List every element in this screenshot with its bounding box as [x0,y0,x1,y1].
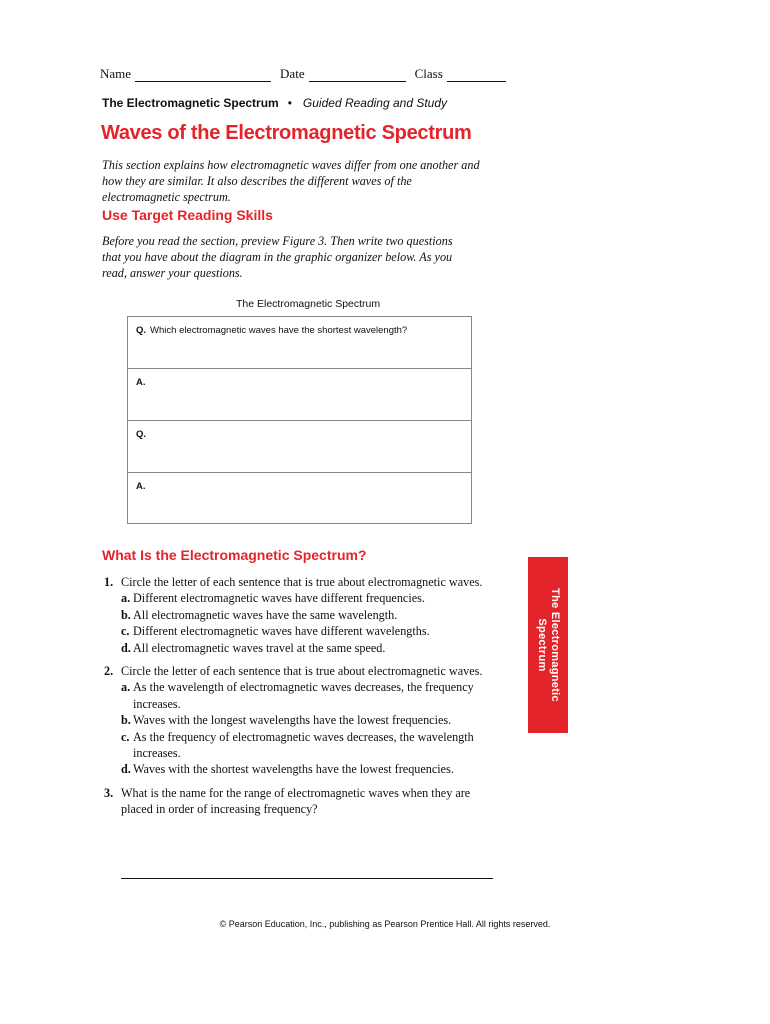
question-list [104,574,494,825]
answer-option[interactable] [121,590,494,606]
graphic-organizer [127,316,472,524]
answer-option[interactable] [121,679,494,712]
name-field[interactable] [135,69,271,82]
chapter-side-tab [528,557,568,733]
answer-option[interactable] [121,607,494,623]
section-heading-target-reading: Use Target Reading Skills [102,207,273,223]
option-text: Different electromagnetic waves have different wavelengths. [133,624,430,639]
target-reading-instructions: Before you read the section, preview Figure 3. Then write two questions that you have about the diagram in the graphic organizer below. As you read, answer your questions. [102,234,453,280]
side-tab-label [535,588,561,702]
question-text: Circle the letter of each sentence that is true about electromagnetic waves. [121,664,483,679]
option-letter: b. [121,713,131,728]
row-text: Which electromagnetic waves have the shortest wavelength? [150,325,408,336]
intro-paragraph: This section explains how electromagnetic waves differ from one another and how they are similar. It also describes the different waves of the electromagnetic spectrum. [102,158,480,204]
page-title: Waves of the Electromagnetic Spectrum [101,122,472,144]
organizer-title: The Electromagnetic Spectrum [236,298,381,310]
answer-line-q3[interactable] [121,878,493,879]
option-letter: d. [121,762,131,777]
side-tab-line-2: Spectrum [536,618,548,672]
question-text: What is the name for the range of electromagnetic waves when they are placed in order of increasing frequency? [121,785,471,817]
answer-option[interactable] [121,623,494,639]
option-text: All electromagnetic waves travel at the same speed. [133,640,386,655]
section-heading-em-spectrum: What Is the Electromagnetic Spectrum? [102,547,367,563]
row-label: Q. [136,325,147,336]
option-text: As the wavelength of electromagnetic waves decreases, the frequency increases. [133,680,474,711]
option-text: As the frequency of electromagnetic waves decreases, the wavelength increases. [133,729,474,761]
option-text: Different electromagnetic waves have different frequencies. [133,591,425,606]
answer-option[interactable] [121,729,494,762]
question-text: Circle the letter of each sentence that is true about electromagnetic waves. [121,575,483,589]
row-label: A. [136,377,146,388]
class-label: Class [414,66,443,81]
question-number: 2. [104,664,114,679]
separator-bullet: • [287,96,292,110]
worksheet-type: Guided Reading and Study [302,96,448,110]
option-text: Waves with the shortest wavelengths have the lowest frequencies. [133,762,454,777]
option-text: All electromagnetic waves have the same wavelength. [133,607,398,622]
organizer-row-q2[interactable] [128,421,471,473]
option-letter: d. [121,640,131,655]
question-1 [104,574,494,656]
question-2 [104,663,494,778]
organizer-row-q1[interactable] [128,317,471,369]
option-letter: a. [121,591,131,606]
answer-option[interactable] [121,761,494,777]
option-letter: a. [121,680,131,695]
copyright-footer: © Pearson Education, Inc., publishing as Pearson Prentice Hall. All rights reserved. [219,919,551,929]
name-label: Name [100,66,132,81]
question-3 [104,785,494,818]
answer-option[interactable] [121,640,494,656]
answer-option[interactable] [121,712,494,728]
worksheet-subheader [102,96,447,110]
organizer-row-a1[interactable] [128,369,471,421]
date-label: Date [280,66,305,81]
question-number: 1. [104,575,114,589]
option-letter: c. [121,729,130,744]
class-field[interactable] [447,69,506,82]
row-label: Q. [136,429,147,440]
date-field[interactable] [309,69,406,82]
chapter-name: The Electromagnetic Spectrum [102,96,279,110]
row-label: A. [136,481,146,492]
student-info-line [100,66,506,82]
option-text: Waves with the longest wavelengths have the lowest frequencies. [133,713,452,728]
question-number: 3. [104,785,114,800]
option-letter: c. [121,624,130,639]
side-tab-line-1: The Electromagnetic [549,588,561,702]
option-letter: b. [121,607,131,622]
organizer-row-a2[interactable] [128,473,471,525]
